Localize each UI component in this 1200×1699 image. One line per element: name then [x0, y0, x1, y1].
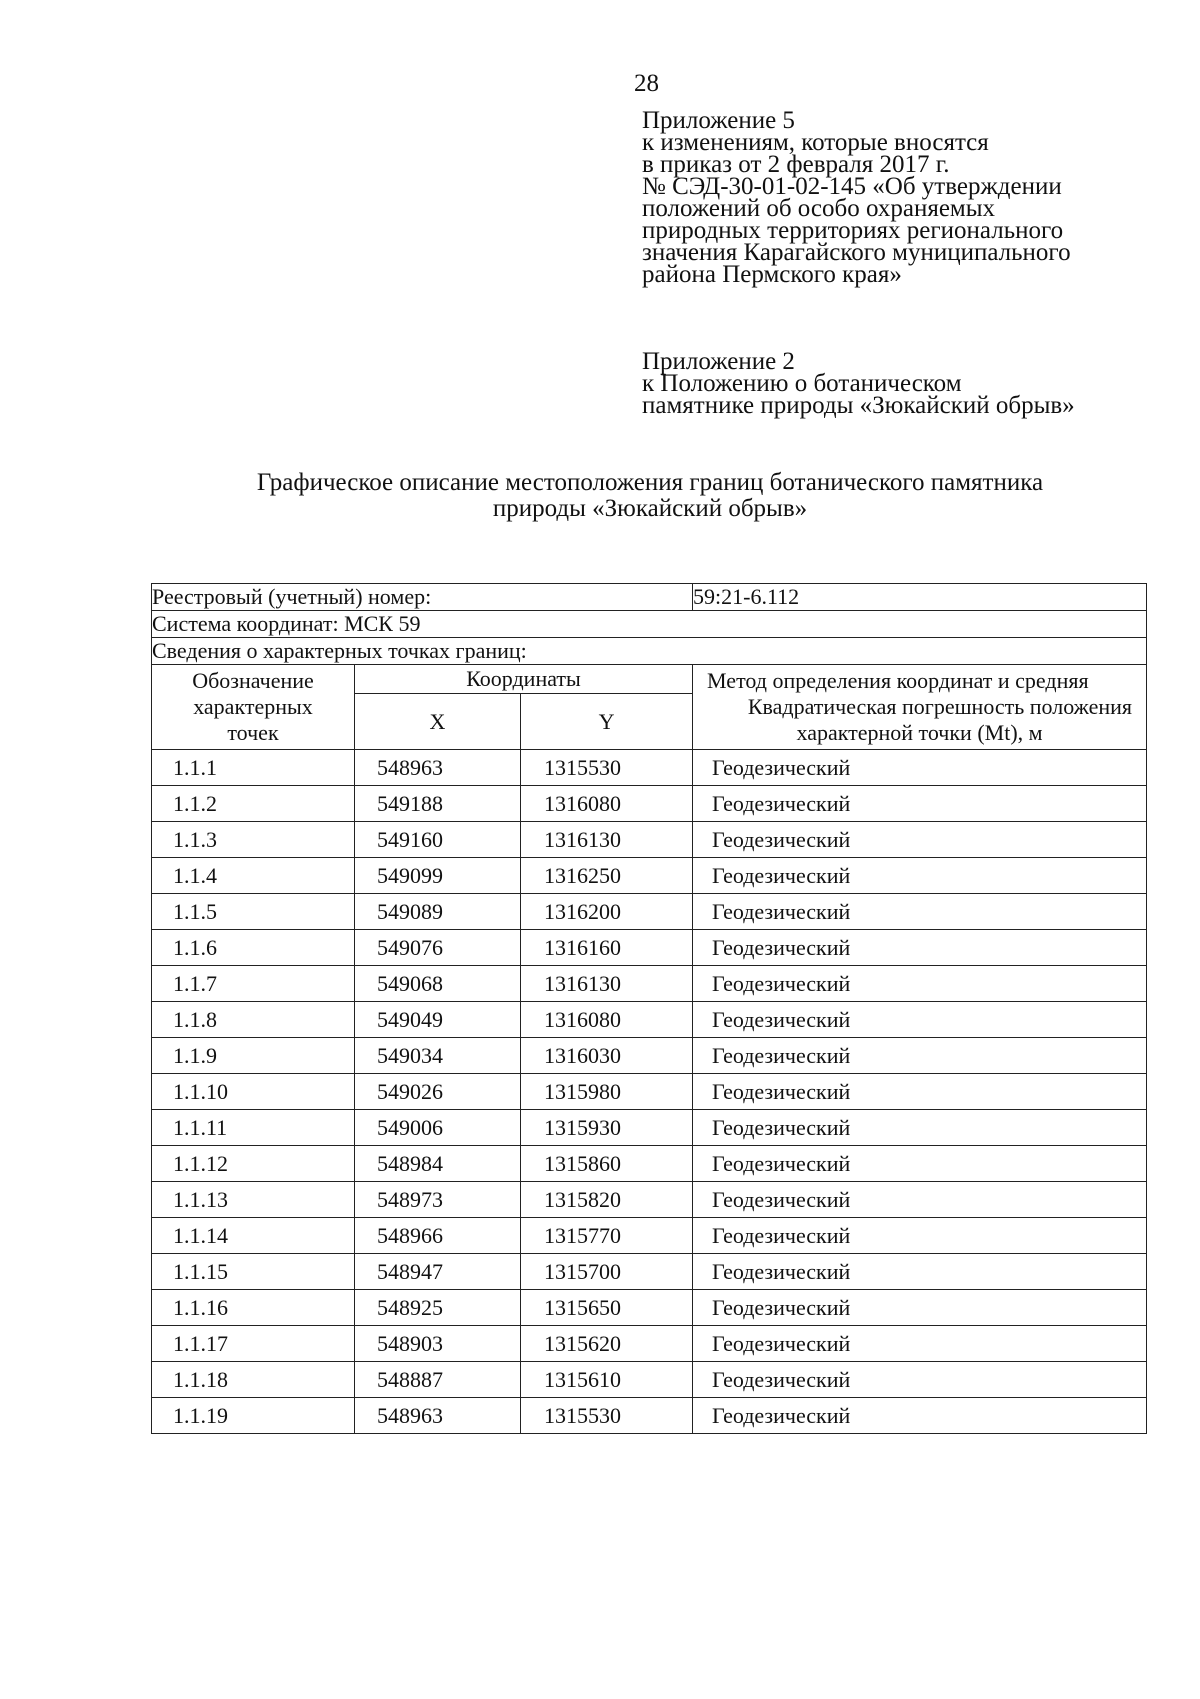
column-method-line: Квадратическая погрешность положения — [747, 694, 1133, 719]
x-coordinate-cell: 548903 — [355, 1326, 521, 1362]
y-coordinate-cell: 1316080 — [521, 786, 693, 822]
table-row — [152, 966, 1147, 1002]
method-cell: Геодезический — [693, 930, 1147, 966]
table-row — [152, 1290, 1147, 1326]
y-coordinate-cell: 1315980 — [521, 1074, 693, 1110]
method-cell: Геодезический — [693, 1290, 1147, 1326]
registry-number-label: Реестровый (учетный) номер: — [152, 584, 693, 611]
page-number: 28 — [634, 70, 659, 97]
method-cell: Геодезический — [693, 1146, 1147, 1182]
table-row — [152, 1398, 1147, 1434]
method-cell: Геодезический — [693, 1362, 1147, 1398]
table-header — [152, 584, 1147, 750]
method-cell: Геодезический — [693, 1074, 1147, 1110]
x-coordinate-cell: 549006 — [355, 1110, 521, 1146]
y-coordinate-cell: 1316080 — [521, 1002, 693, 1038]
method-cell: Геодезический — [693, 858, 1147, 894]
x-coordinate-cell: 548966 — [355, 1218, 521, 1254]
y-coordinate-cell: 1316130 — [521, 966, 693, 1002]
y-coordinate-cell: 1316250 — [521, 858, 693, 894]
column-designation — [152, 665, 355, 750]
x-coordinate-cell: 549089 — [355, 894, 521, 930]
column-designation-line: характерных — [193, 694, 313, 719]
point-id-cell: 1.1.1 — [152, 750, 355, 786]
point-id-cell: 1.1.14 — [152, 1218, 355, 1254]
table-row — [152, 750, 1147, 786]
y-coordinate-cell: 1315620 — [521, 1326, 693, 1362]
x-coordinate-cell: 548947 — [355, 1254, 521, 1290]
method-cell: Геодезический — [693, 1326, 1147, 1362]
document-title — [150, 470, 1150, 522]
column-method-line: Метод определения координат и средняя — [707, 668, 1089, 693]
method-cell: Геодезический — [693, 1254, 1147, 1290]
appendix-5-line: района Пермского края» — [642, 261, 902, 288]
y-coordinate-cell: 1315860 — [521, 1146, 693, 1182]
point-id-cell: 1.1.18 — [152, 1362, 355, 1398]
table-row — [152, 894, 1147, 930]
x-coordinate-cell: 549026 — [355, 1074, 521, 1110]
point-id-cell: 1.1.15 — [152, 1254, 355, 1290]
y-coordinate-cell: 1315700 — [521, 1254, 693, 1290]
x-coordinate-cell: 549160 — [355, 822, 521, 858]
registry-number-value: 59:21-6.112 — [693, 584, 1147, 611]
point-id-cell: 1.1.16 — [152, 1290, 355, 1326]
method-cell: Геодезический — [693, 894, 1147, 930]
column-method-line: характерной точки (Mt), м — [796, 720, 1043, 745]
method-cell: Геодезический — [693, 750, 1147, 786]
x-coordinate-cell: 549099 — [355, 858, 521, 894]
appendix-2-line: памятнике природы «Зюкайский обрыв» — [642, 392, 1075, 419]
point-id-cell: 1.1.10 — [152, 1074, 355, 1110]
method-cell: Геодезический — [693, 1110, 1147, 1146]
method-cell: Геодезический — [693, 1182, 1147, 1218]
point-id-cell: 1.1.19 — [152, 1398, 355, 1434]
table-row — [152, 786, 1147, 822]
x-coordinate-cell: 549076 — [355, 930, 521, 966]
appendix-5-line: № СЭД-30-01-02-145 «Об утверждении — [642, 173, 1062, 200]
appendix-5-line: положений об особо охраняемых — [642, 195, 996, 222]
table-row — [152, 930, 1147, 966]
y-coordinate-cell: 1315650 — [521, 1290, 693, 1326]
table-row — [152, 1182, 1147, 1218]
column-y: Y — [521, 694, 693, 750]
appendix-2-line: к Положению о ботаническом — [642, 370, 962, 397]
table-row — [152, 1146, 1147, 1182]
point-id-cell: 1.1.8 — [152, 1002, 355, 1038]
column-method — [693, 665, 1147, 750]
method-cell: Геодезический — [693, 1398, 1147, 1434]
y-coordinate-cell: 1315530 — [521, 750, 693, 786]
y-coordinate-cell: 1315530 — [521, 1398, 693, 1434]
appendix-5-header — [642, 107, 1162, 288]
point-id-cell: 1.1.11 — [152, 1110, 355, 1146]
x-coordinate-cell: 549068 — [355, 966, 521, 1002]
table-row — [152, 1038, 1147, 1074]
coordinate-system: Система координат: МСК 59 — [152, 611, 1147, 638]
y-coordinate-cell: 1316200 — [521, 894, 693, 930]
point-id-cell: 1.1.7 — [152, 966, 355, 1002]
y-coordinate-cell: 1315820 — [521, 1182, 693, 1218]
table-row — [152, 1074, 1147, 1110]
y-coordinate-cell: 1315930 — [521, 1110, 693, 1146]
y-coordinate-cell: 1316030 — [521, 1038, 693, 1074]
table-row — [152, 1362, 1147, 1398]
point-id-cell: 1.1.5 — [152, 894, 355, 930]
point-id-cell: 1.1.9 — [152, 1038, 355, 1074]
method-cell: Геодезический — [693, 1038, 1147, 1074]
table-row — [152, 1326, 1147, 1362]
appendix-2-header — [642, 348, 1162, 419]
table-row — [152, 1218, 1147, 1254]
column-coordinates: Координаты — [355, 665, 693, 694]
appendix-5-line: в приказ от 2 февраля 2017 г. — [642, 151, 950, 178]
point-id-cell: 1.1.13 — [152, 1182, 355, 1218]
x-coordinate-cell: 548963 — [355, 1398, 521, 1434]
point-id-cell: 1.1.12 — [152, 1146, 355, 1182]
x-coordinate-cell: 549188 — [355, 786, 521, 822]
y-coordinate-cell: 1316130 — [521, 822, 693, 858]
table-row — [152, 858, 1147, 894]
point-id-cell: 1.1.4 — [152, 858, 355, 894]
column-designation-line: Обозначение — [192, 668, 314, 693]
column-x: X — [355, 694, 521, 750]
appendix-5-line: природных территориях регионального — [642, 217, 1064, 244]
point-id-cell: 1.1.3 — [152, 822, 355, 858]
x-coordinate-cell: 548925 — [355, 1290, 521, 1326]
y-coordinate-cell: 1315610 — [521, 1362, 693, 1398]
x-coordinate-cell: 549034 — [355, 1038, 521, 1074]
method-cell: Геодезический — [693, 1002, 1147, 1038]
x-coordinate-cell: 548973 — [355, 1182, 521, 1218]
y-coordinate-cell: 1315770 — [521, 1218, 693, 1254]
table-body — [152, 750, 1147, 1434]
method-cell: Геодезический — [693, 822, 1147, 858]
point-id-cell: 1.1.17 — [152, 1326, 355, 1362]
document-title-line: Графическое описание местоположения границ ботанического памятника — [256, 469, 1044, 496]
points-heading: Сведения о характерных точках границ: — [152, 638, 1147, 665]
appendix-5-line: к изменениям, которые вносятся — [642, 129, 989, 156]
method-cell: Геодезический — [693, 966, 1147, 1002]
method-cell: Геодезический — [693, 1218, 1147, 1254]
x-coordinate-cell: 548984 — [355, 1146, 521, 1182]
x-coordinate-cell: 549049 — [355, 1002, 521, 1038]
table-row — [152, 1254, 1147, 1290]
x-coordinate-cell: 548963 — [355, 750, 521, 786]
method-cell: Геодезический — [693, 786, 1147, 822]
table-row — [152, 1002, 1147, 1038]
table-row — [152, 822, 1147, 858]
y-coordinate-cell: 1316160 — [521, 930, 693, 966]
appendix-5-line: Приложение 5 — [642, 107, 795, 134]
boundary-points-table — [151, 583, 1147, 1434]
table-row — [152, 1110, 1147, 1146]
point-id-cell: 1.1.6 — [152, 930, 355, 966]
appendix-2-line: Приложение 2 — [642, 348, 795, 375]
document-title-line: природы «Зюкайский обрыв» — [492, 495, 808, 522]
x-coordinate-cell: 548887 — [355, 1362, 521, 1398]
point-id-cell: 1.1.2 — [152, 786, 355, 822]
appendix-5-line: значения Карагайского муниципального — [642, 239, 1071, 266]
column-designation-line: точек — [227, 720, 279, 745]
